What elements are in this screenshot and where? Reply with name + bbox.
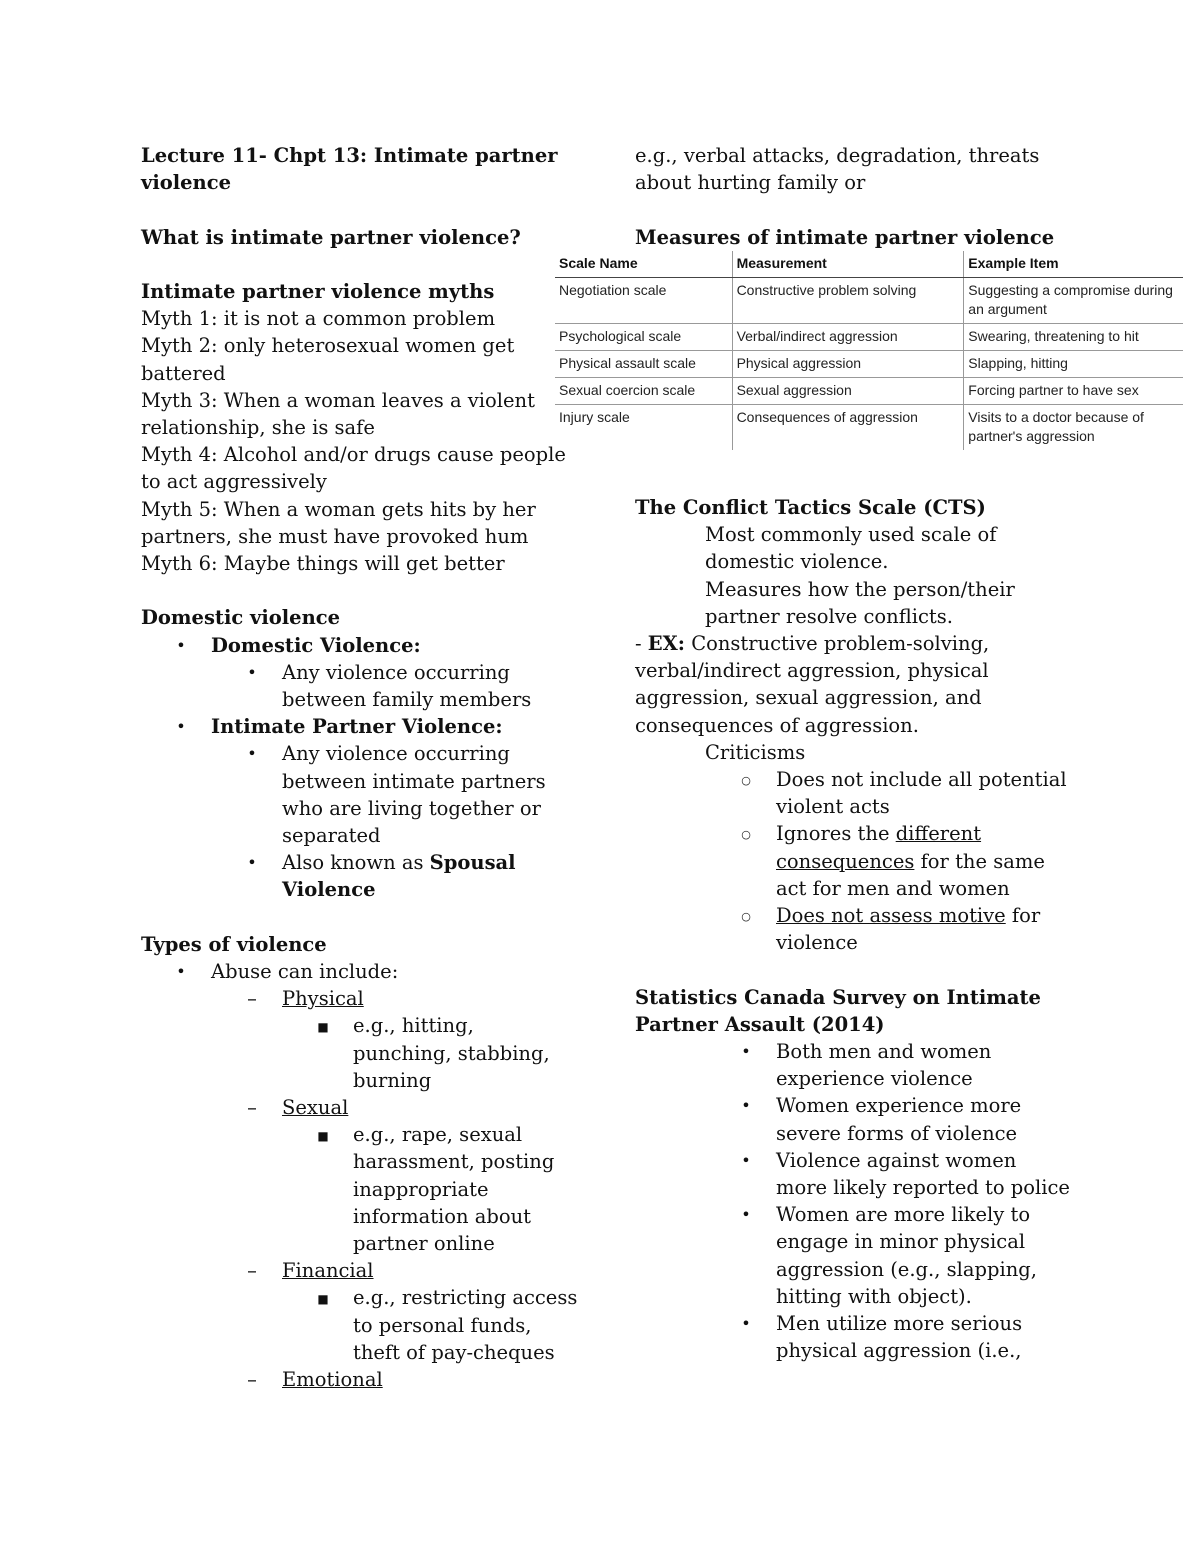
table-cell: Physical assault scale (555, 351, 732, 378)
bullet-text: separated (282, 824, 381, 848)
bullet-icon: • (247, 744, 257, 764)
criticism-text: Does not include all potential (776, 768, 1067, 792)
bullet-icon: • (741, 1205, 751, 1225)
myth-line: to act aggressively (141, 470, 327, 494)
section-heading-measures: Measures of intimate partner violence (635, 225, 1055, 249)
myth-line: Myth 1: it is not a common problem (141, 307, 496, 331)
crit-text: for (1005, 904, 1041, 928)
square-bullet-item (141, 1121, 561, 1257)
bullet-item (141, 740, 561, 849)
example-line: aggression, sexual aggression, and (635, 686, 982, 710)
table-cell: Suggesting a compromise during an argument (964, 278, 1183, 324)
section-heading-what-is-ipv: What is intimate partner violence? (141, 225, 521, 249)
table-cell: Swearing, threatening to hit (964, 324, 1183, 351)
section-heading-cts: The Conflict Tactics Scale (CTS) (635, 496, 986, 519)
bullet-item (141, 713, 561, 740)
table-cell: Forcing partner to have sex (964, 378, 1183, 405)
table-cell: Visits to a doctor because of partner's aggression (968, 409, 1144, 444)
section-heading-statscan: Statistics Canada Survey on Intimate (635, 985, 1041, 1009)
bullet-icon: • (741, 1150, 751, 1170)
dash-item (141, 985, 561, 1012)
right-column-lower (635, 494, 1075, 1364)
dash-icon: – (247, 987, 257, 1011)
table-cell: Consequences of aggression (732, 405, 964, 451)
stat-item (635, 1038, 1075, 1092)
cts-text: Measures how the person/their (705, 577, 1015, 601)
table-row (555, 351, 1183, 378)
crit-underlined: different (895, 822, 982, 846)
example-text: to personal funds, (353, 1313, 532, 1337)
bullet-icon: • (176, 717, 186, 737)
criticism-item (635, 902, 1075, 956)
section-heading-statscan-cont: Partner Assault (2014) (635, 1012, 885, 1036)
myth-line: Myth 3: When a woman leaves a violent (141, 388, 535, 412)
stat-text: engage in minor physical (776, 1230, 1026, 1254)
stat-text: aggression (e.g., slapping, (776, 1257, 1037, 1281)
table-header-cell: Example Item (964, 251, 1183, 278)
abuse-type: Emotional (282, 1368, 383, 1392)
table-cell: Verbal/indirect aggression (732, 324, 964, 351)
bullet-icon: • (176, 635, 186, 655)
table-cell: Injury scale (555, 405, 732, 451)
bullet-text: Abuse can include: (211, 960, 399, 984)
example-text: theft of pay-cheques (353, 1340, 555, 1364)
myth-line: Myth 2: only heterosexual women get (141, 334, 515, 358)
crit-text: Ignores the (776, 822, 896, 846)
example-text: e.g., rape, sexual (353, 1123, 523, 1147)
bullet-icon: • (247, 853, 257, 873)
table-cell: Sexual coercion scale (555, 378, 732, 405)
bullet-text: Any violence occurring (282, 660, 510, 684)
stat-text: Women experience more (776, 1094, 1022, 1118)
example-text: e.g., hitting, (353, 1014, 474, 1038)
bullet-text: between intimate partners (282, 769, 546, 793)
example-line: consequences of aggression. (635, 713, 919, 737)
dash-item (141, 1366, 561, 1393)
criticism-text: violence (776, 931, 858, 955)
criticism-text (776, 848, 1075, 875)
table-row (555, 405, 1183, 451)
myth-line: Myth 5: When a woman gets hits by her (141, 497, 536, 521)
cts-description (635, 521, 1075, 630)
bullet-item (141, 849, 561, 903)
example-line: verbal/indirect aggression, physical (635, 659, 989, 683)
dash-item (141, 1257, 561, 1284)
table-row (555, 378, 1183, 405)
cts-text: domestic violence. (705, 550, 889, 574)
example-text: harassment, posting (353, 1150, 555, 1174)
table-cell: Physical aggression (732, 351, 964, 378)
bullet-icon: • (741, 1042, 751, 1062)
bullet-icon: • (176, 962, 186, 982)
stat-text: more likely reported to police (776, 1176, 1070, 1200)
bullet-item (141, 632, 561, 659)
aka-term: Spousal (429, 851, 516, 875)
stat-text: Men utilize more serious (776, 1312, 1023, 1336)
bullet-text: who are living together or (282, 796, 541, 820)
myth-line: Myth 6: Maybe things will get better (141, 552, 505, 576)
square-bullet-icon: ■ (317, 1020, 329, 1035)
square-bullet-item (141, 1012, 561, 1094)
square-bullet-icon: ■ (317, 1292, 329, 1307)
circle-bullet-icon: ○ (741, 828, 751, 842)
bullet-icon: • (741, 1096, 751, 1116)
dash-icon: – (247, 1096, 257, 1120)
aka-prefix: Also known as (282, 851, 430, 875)
ex-text: Constructive problem-solving, (685, 632, 990, 656)
example-text: information about (353, 1204, 532, 1228)
example-text: e.g., restricting access (353, 1286, 578, 1310)
criticism-item (635, 766, 1075, 820)
myth-line: relationship, she is safe (141, 416, 375, 439)
stat-item (635, 1092, 1075, 1146)
stat-text: experience violence (776, 1067, 973, 1091)
bullet-item (141, 958, 561, 985)
ex-prefix: - (635, 632, 648, 656)
bullet-item (141, 659, 561, 713)
left-column (141, 142, 578, 1393)
cts-text: partner resolve conflicts. (705, 604, 953, 628)
criticism-text: act for men and women (776, 876, 1010, 900)
example-text: inappropriate (353, 1177, 489, 1201)
ex-label: EX: (647, 632, 685, 656)
bullet-label: Intimate Partner Violence: (211, 715, 503, 739)
page-title-cont: violence (141, 171, 232, 195)
square-bullet-icon: ■ (317, 1129, 329, 1144)
stat-item (635, 1147, 1075, 1201)
table-header-cell: Measurement (732, 251, 964, 278)
bullet-text: Any violence occurring (282, 742, 510, 766)
stat-text: hitting with object). (776, 1284, 972, 1308)
example-text: partner online (353, 1232, 495, 1256)
square-bullet-item (141, 1284, 578, 1366)
continued-text: about hurting family or (635, 171, 866, 195)
abuse-type: Physical (282, 987, 364, 1011)
crit-underlined: consequences (776, 849, 915, 873)
table-row (555, 324, 1183, 351)
criticism-item (635, 820, 1075, 902)
stat-text: Violence against women (776, 1148, 1017, 1172)
criticism-text: violent acts (776, 795, 890, 819)
bullet-icon: • (247, 662, 257, 682)
table-row (555, 278, 1183, 324)
stat-text: Both men and women (776, 1040, 992, 1064)
table-cell: Slapping, hitting (964, 351, 1183, 378)
bullet-text (282, 849, 561, 876)
cts-text: Most commonly used scale of (705, 523, 997, 547)
bullet-text: Violence (282, 878, 376, 902)
criticism-text (776, 902, 1075, 929)
stat-item (635, 1201, 1075, 1310)
table-cell: Psychological scale (555, 324, 732, 351)
myth-line: battered (141, 361, 226, 385)
section-heading-types: Types of violence (141, 932, 327, 956)
stat-item (635, 1310, 1075, 1364)
criticism-text (776, 820, 1075, 847)
section-heading-domestic-violence: Domestic violence (141, 606, 341, 630)
circle-bullet-icon: ○ (741, 774, 751, 788)
myth-line: partners, she must have provoked hum (141, 524, 529, 548)
stat-text: severe forms of violence (776, 1121, 1018, 1145)
myth-line: Myth 4: Alcohol and/or drugs cause people (141, 443, 566, 467)
stat-text: Women are more likely to (776, 1203, 1031, 1227)
table-cell: Negotiation scale (555, 278, 732, 324)
crit-text: for the same (914, 849, 1045, 873)
crit-underlined: Does not assess motive (776, 904, 1006, 928)
section-heading-myths: Intimate partner violence myths (141, 279, 495, 303)
example-line (635, 630, 1075, 657)
bullet-text: between family members (282, 688, 532, 712)
page-title: Lecture 11- Chpt 13: Intimate partner (141, 144, 558, 167)
criticisms-label: Criticisms (705, 740, 806, 764)
bullet-icon: • (741, 1314, 751, 1334)
stat-text: physical aggression (i.e., (776, 1339, 1022, 1363)
example-text: punching, stabbing, (353, 1041, 550, 1065)
table-header-row (555, 251, 1183, 278)
bullet-label: Domestic Violence: (211, 633, 421, 657)
abuse-type: Financial (282, 1259, 374, 1283)
table-header-cell: Scale Name (555, 251, 732, 278)
example-text: burning (353, 1068, 432, 1092)
measures-table (555, 251, 1183, 450)
dash-icon: – (247, 1259, 257, 1283)
dash-item (141, 1094, 561, 1121)
circle-bullet-icon: ○ (741, 910, 751, 924)
abuse-type: Sexual (282, 1096, 349, 1120)
continued-text: e.g., verbal attacks, degradation, threats (635, 144, 1040, 167)
right-column (635, 142, 1075, 251)
table-cell: Sexual aggression (732, 378, 964, 405)
dash-icon: – (247, 1368, 257, 1392)
table-cell: Constructive problem solving (732, 278, 964, 324)
